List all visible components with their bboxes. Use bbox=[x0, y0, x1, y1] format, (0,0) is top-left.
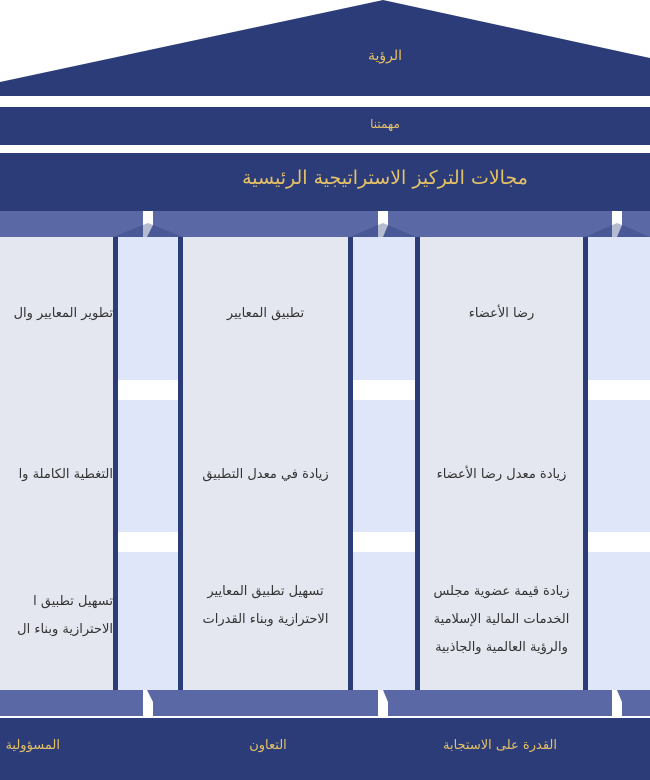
base-notches bbox=[0, 690, 650, 718]
connector-stripe bbox=[588, 380, 650, 400]
connector-stripe bbox=[353, 380, 415, 400]
pillar-goal: زيادة في معدل التطبيق bbox=[202, 467, 329, 482]
connector-stripe bbox=[118, 380, 178, 400]
pillar-goal: التغطية الكاملة وا bbox=[18, 467, 113, 482]
pillar-edge bbox=[113, 237, 118, 690]
pillar-enabler: تسهيل تطبيق المعايير الاحترازية وبناء القدرات bbox=[202, 584, 329, 627]
pillar-edge bbox=[583, 237, 588, 690]
foundation-label: المسؤولية bbox=[5, 738, 60, 753]
connector-stripe bbox=[118, 532, 178, 552]
pillar-title: تطبيق المعايير bbox=[226, 306, 305, 321]
pillar-title: تطوير المعايير وال bbox=[13, 306, 113, 321]
vision-label: الرؤية bbox=[367, 48, 403, 64]
pillar-enabler: تسهيل تطبيق ا bbox=[33, 594, 113, 609]
capital-notches bbox=[0, 211, 650, 237]
connector-left bbox=[118, 237, 178, 690]
connector-stripe bbox=[353, 532, 415, 552]
foundation-label: القدرة على الاستجابة bbox=[442, 738, 557, 753]
pillar-goal: زيادة معدل رضا الأعضاء bbox=[436, 467, 567, 482]
foundation-label: التعاون bbox=[249, 738, 287, 753]
pillar-title: رضا الأعضاء bbox=[468, 306, 535, 321]
pillar-enabler: زيادة قيمة عضوية مجلس الخدمات المالية الإسلامية والرؤية العالمية والجاذبية bbox=[433, 584, 570, 655]
pillar-enabler: الاحترازية وبناء ال bbox=[17, 622, 113, 637]
connector-middle bbox=[353, 237, 415, 690]
connector-stripe bbox=[588, 532, 650, 552]
connector-right bbox=[588, 237, 650, 690]
pillar-edge bbox=[348, 237, 353, 690]
strategic-focus-title: مجالات التركيز الاستراتيجية الرئيسية bbox=[242, 167, 528, 189]
mission-label: مهمتنا bbox=[370, 117, 400, 131]
